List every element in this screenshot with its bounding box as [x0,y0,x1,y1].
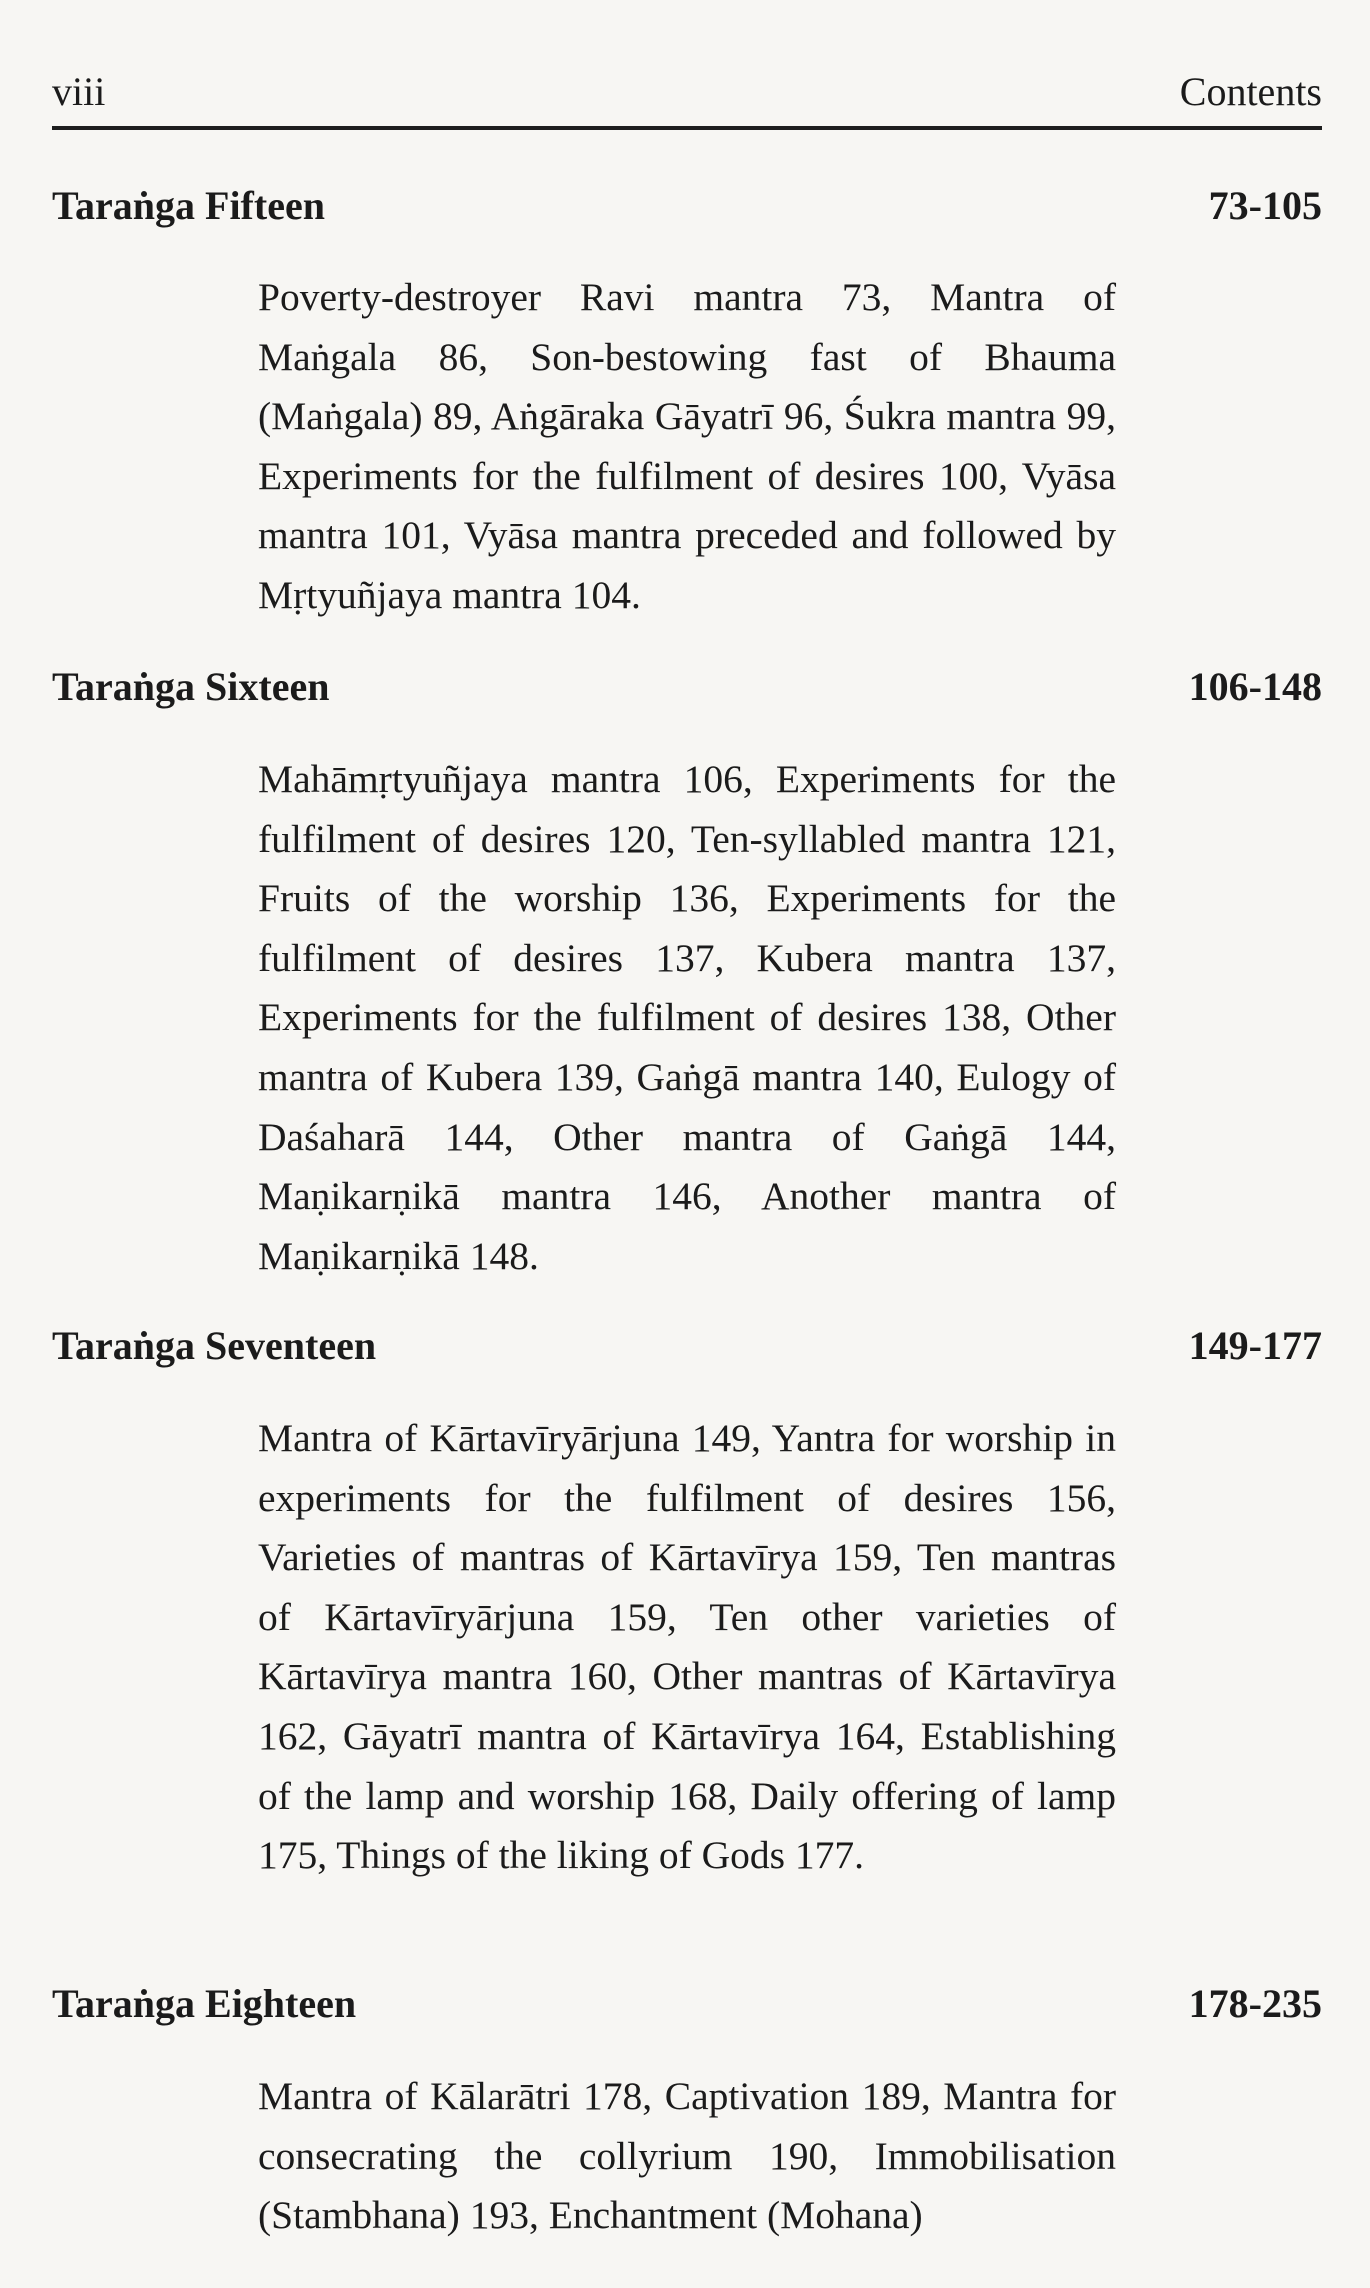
section-title: Taraṅga Eighteen [52,1981,357,2026]
section-summary-taranga-eighteen: Mantra of Kālarātri 178, Captivation 189, Mantra for consecrating the collyrium 190, Immobilisation (Stambhana) 193, Enchantment (Mohana) [258,2074,1116,2238]
section-page-range: 178-235 [1188,1981,1322,2026]
section-heading-taranga-sixteen [52,659,1322,715]
running-head-title: Contents [1179,69,1322,114]
section-title: Taraṅga Sixteen [52,664,330,709]
section-title: Taraṅga Fifteen [52,183,325,228]
section-title: Taraṅga Seventeen [52,1323,377,1368]
section-summary-taranga-sixteen: Mahāmṛtyuñjaya mantra 106, Experiments for the fulfilment of desires 120, Ten-syllabled mantra 121, Fruits of the worship 136, Experiments for the fulfilment of desires 137, Kubera mantra 137, Experiments for the fulfilment of desires 138, Other mantra of Kubera 139, Gaṅgā mantra 140, Eulogy of Daśaharā 144, Other mantra of Gaṅgā 144, Maṇikarṇikā mantra 146, Another mantra of Maṇikarṇikā 148. [258,757,1116,1278]
section-heading-taranga-seventeen [52,1318,1322,1374]
section-summary-taranga-fifteen: Poverty-destroyer Ravi mantra 73, Mantra of Maṅgala 86, Son-bestowing fast of Bhauma (Maṅgala) 89, Aṅgāraka Gāyatrī 96, Śukra mantra 99, Experiments for the fulfilment of desires 100, Vyāsa mantra 101, Vyāsa mantra preceded and followed by Mṛtyuñjaya mantra 104. [258,275,1116,617]
section-heading-taranga-fifteen [52,178,1322,234]
section-page-range: 73-105 [1208,183,1322,228]
section-summary-taranga-seventeen: Mantra of Kārtavīryārjuna 149, Yantra for worship in experiments for the fulfilment of desires 156, Varieties of mantras of Kārtavīrya 159, Ten mantras of Kārtavīryārjuna 159, Ten other varieties of Kārtavīrya mantra 160, Other mantras of Kārtavīrya 162, Gāyatrī mantra of Kārtavīrya 164, Establishing of the lamp and worship 168, Daily offering of lamp 175, Things of the liking of Gods 177. [258,1416,1116,1878]
running-head [52,66,1322,130]
section-heading-taranga-eighteen [52,1976,1322,2032]
section-page-range: 149-177 [1188,1323,1322,1368]
section-page-range: 106-148 [1188,664,1322,709]
page-number: viii [52,69,106,114]
